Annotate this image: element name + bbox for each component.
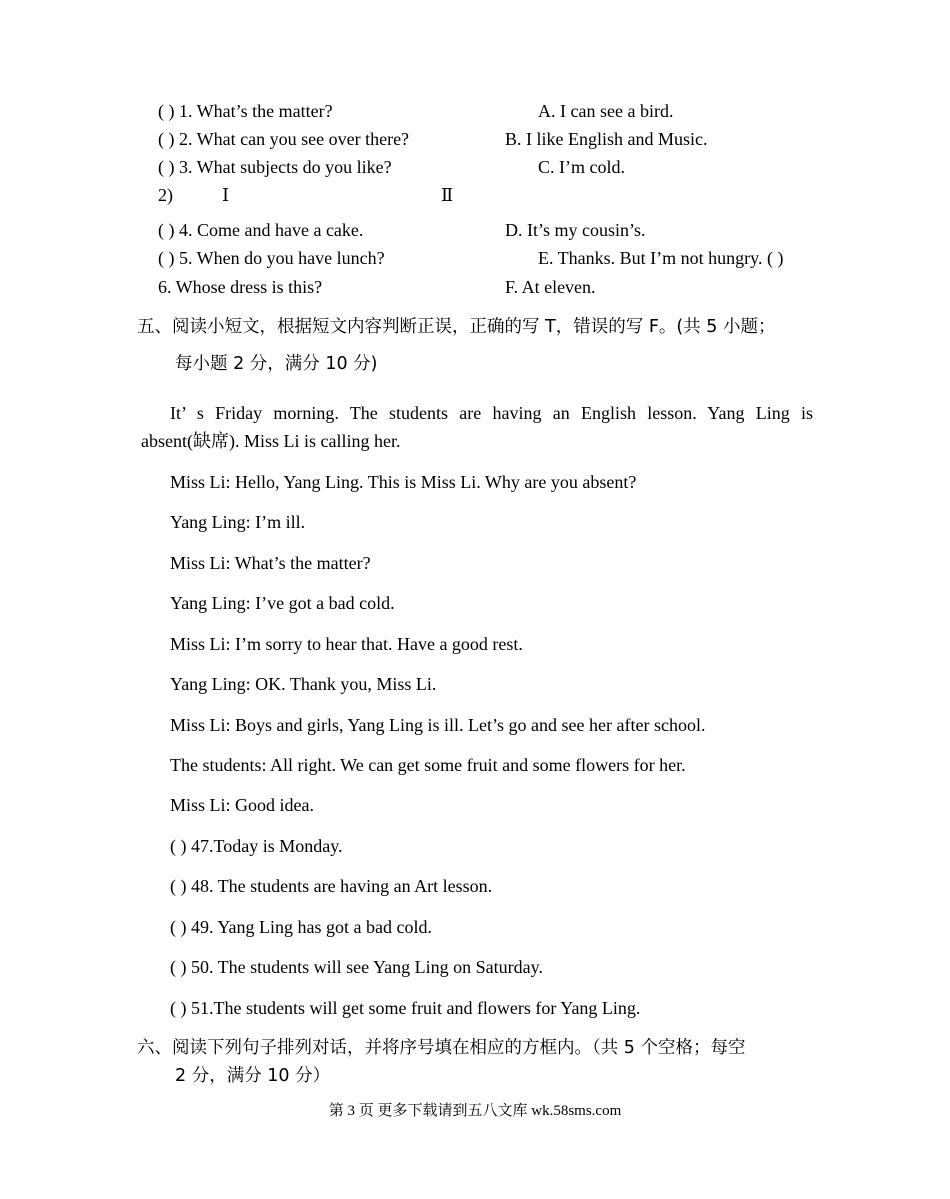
matching-answer-b: B. I like English and Music. (505, 129, 708, 149)
matching-question-6: 6. Whose dress is this? (158, 277, 323, 297)
dialogue-line: Miss Li: I’m sorry to hear that. Have a good rest. (170, 634, 523, 654)
matching-question-1: ( ) 1. What’s the matter? (158, 101, 333, 121)
passage-intro-line2: absent(缺席). Miss Li is calling her. (141, 431, 401, 451)
section5-heading-cont: 每小题 2 分，满分 10 分) (175, 354, 378, 374)
true-false-question-51: ( ) 51.The students will get some fruit and flowers for Yang Ling. (170, 998, 641, 1018)
part2-label: 2) (158, 185, 173, 205)
dialogue-line: Yang Ling: I’ve got a bad cold. (170, 593, 395, 613)
matching-question-5: ( ) 5. When do you have lunch? (158, 248, 385, 268)
section5-heading: 五、阅读小短文，根据短文内容判断正误，正确的写 T，错误的写 F。(共 5 小题； (137, 317, 776, 337)
section6-heading-cont: 2 分，满分 10 分） (175, 1066, 331, 1086)
dialogue-line: Miss Li: Good idea. (170, 795, 314, 815)
dialogue-line: Yang Ling: OK. Thank you, Miss Li. (170, 674, 437, 694)
matching-answer-e: E. Thanks. But I’m not hungry. ( ) (538, 248, 784, 268)
dialogue-line: The students: All right. We can get some fruit and some flowers for her. (170, 755, 686, 775)
dialogue-line: Miss Li: Boys and girls, Yang Ling is ill. Let’s go and see her after school. (170, 715, 706, 735)
matching-answer-a: A. I can see a bird. (538, 101, 674, 121)
column-one-label: Ⅰ (222, 185, 230, 205)
true-false-question-48: ( ) 48. The students are having an Art lesson. (170, 876, 493, 896)
matching-answer-d: D. It’s my cousin’s. (505, 220, 646, 240)
dialogue-line: Miss Li: What’s the matter? (170, 553, 371, 573)
true-false-question-50: ( ) 50. The students will see Yang Ling on Saturday. (170, 957, 543, 977)
page-footer: 第 3 页 更多下载请到五八文库 wk.58sms.com (328, 1103, 622, 1119)
section6-heading: 六、阅读下列句子排列对话，并将序号填在相应的方框内。（共 5 个空格；每空 (137, 1038, 746, 1058)
column-two-label: Ⅱ (441, 185, 454, 205)
matching-question-3: ( ) 3. What subjects do you like? (158, 157, 392, 177)
matching-answer-f: F. At eleven. (505, 277, 596, 297)
matching-answer-c: C. I’m cold. (538, 157, 625, 177)
passage-intro-line1: It’ s Friday morning. The students are having an English lesson. Yang Ling is (170, 403, 813, 423)
true-false-question-49: ( ) 49. Yang Ling has got a bad cold. (170, 917, 432, 937)
matching-question-4: ( ) 4. Come and have a cake. (158, 220, 364, 240)
dialogue-line: Yang Ling: I’m ill. (170, 512, 306, 532)
matching-question-2: ( ) 2. What can you see over there? (158, 129, 410, 149)
true-false-question-47: ( ) 47.Today is Monday. (170, 836, 343, 856)
dialogue-line: Miss Li: Hello, Yang Ling. This is Miss Li. Why are you absent? (170, 472, 637, 492)
